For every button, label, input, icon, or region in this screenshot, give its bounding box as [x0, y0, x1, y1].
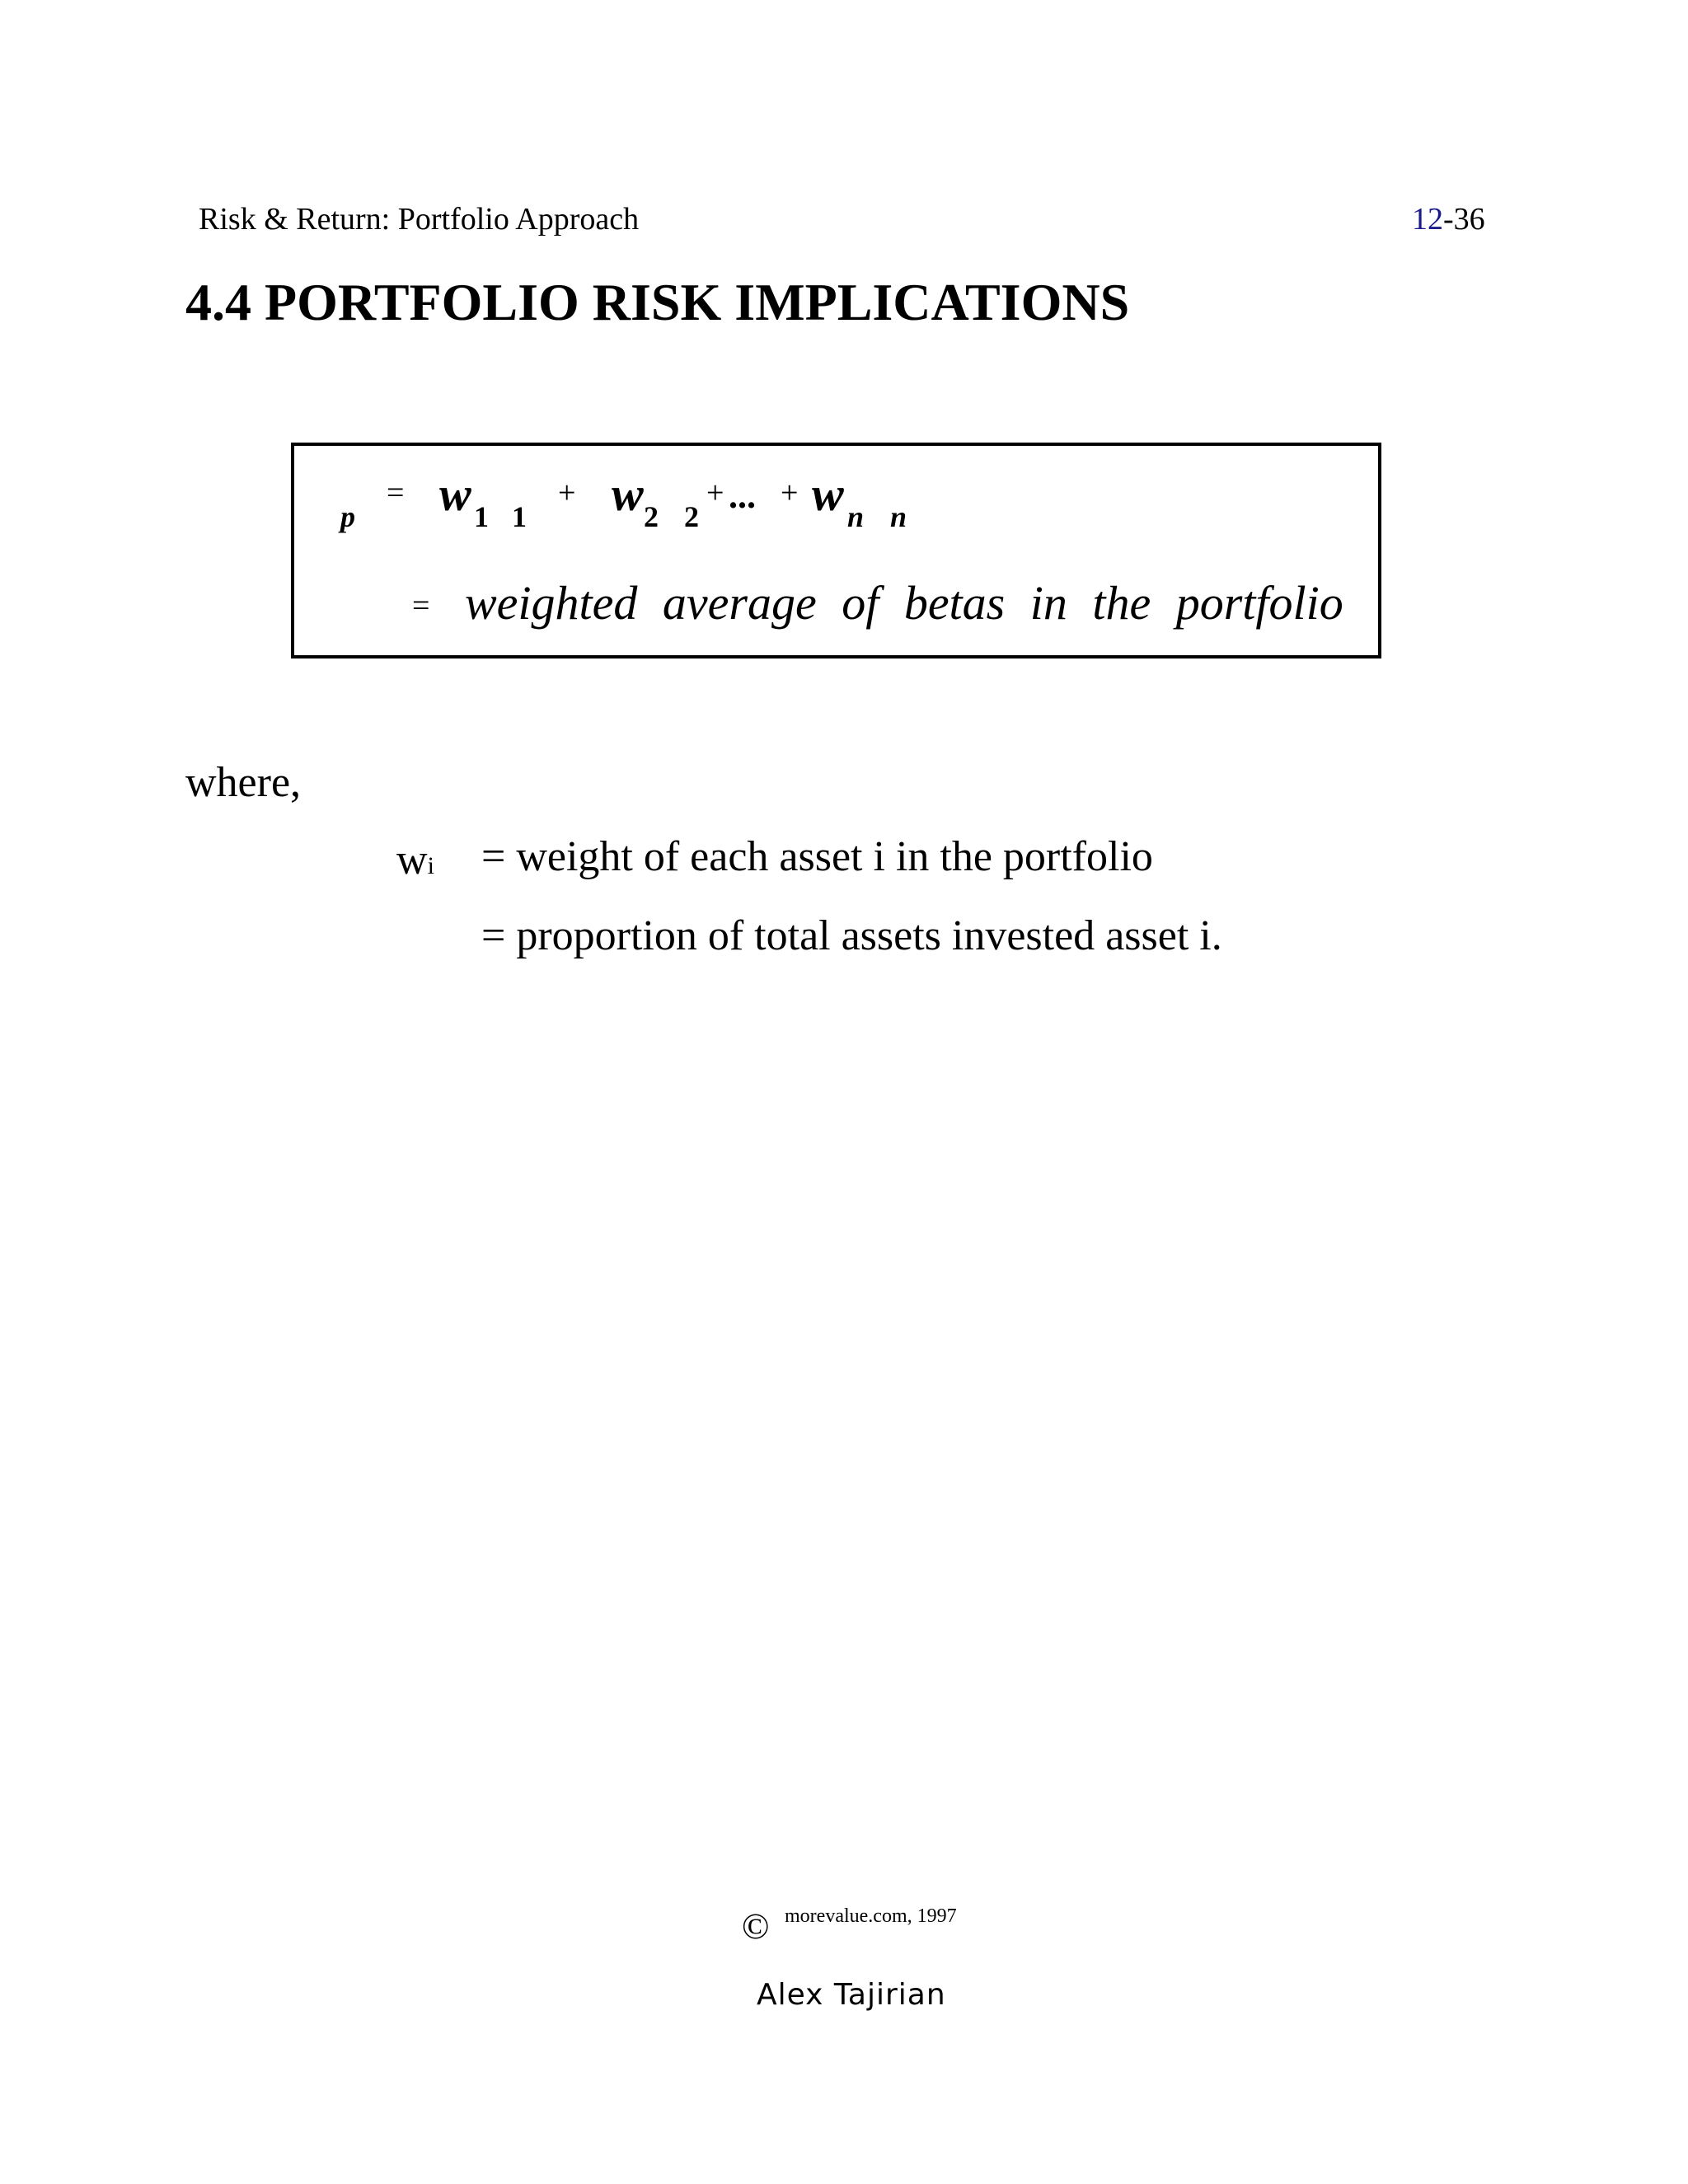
wi-symbol [396, 836, 434, 884]
where-label: where, [185, 759, 302, 806]
w1-symbol: w [439, 467, 471, 521]
beta2-subscript: 2 [684, 500, 699, 533]
wn-symbol: w [812, 467, 844, 521]
w2-subscript: 2 [644, 500, 659, 533]
wn-subscript: n [847, 500, 865, 533]
w2-symbol: w [612, 467, 644, 521]
formula-description: weighted average of betas in the portfolio [465, 576, 1343, 630]
definition-line-1: = weight of each asset i in the portfolio [481, 833, 1153, 880]
beta1-subscript: 1 [512, 500, 527, 533]
section-heading: 4.4 PORTFOLIO RISK IMPLICATIONS [185, 273, 1130, 331]
header-title: Risk & Return: Portfolio Approach [199, 202, 640, 237]
wi-letter: w [396, 837, 428, 883]
formula-equals: = [387, 476, 405, 510]
copyright-icon: © [742, 1906, 770, 1947]
plus-3: + [781, 476, 799, 510]
ellipsis: ... [729, 476, 756, 516]
formula-equals-2: = [412, 588, 430, 623]
page-suffix: -36 [1443, 202, 1485, 237]
plus-2: + [706, 476, 724, 510]
chapter-number: 12 [1412, 202, 1443, 237]
plus-1: + [558, 476, 576, 510]
copyright-text: morevalue.com, 1997 [785, 1905, 957, 1927]
author-name: Alex Tajirian [757, 1978, 946, 2012]
betan-subscript: n [890, 500, 907, 533]
definition-line-2: = proportion of total assets invested asset i. [481, 912, 1222, 959]
beta-p-subscript: p [340, 500, 355, 533]
w1-subscript: 1 [474, 500, 489, 533]
wi-subscript: i [427, 852, 434, 879]
page-number [1412, 201, 1485, 237]
